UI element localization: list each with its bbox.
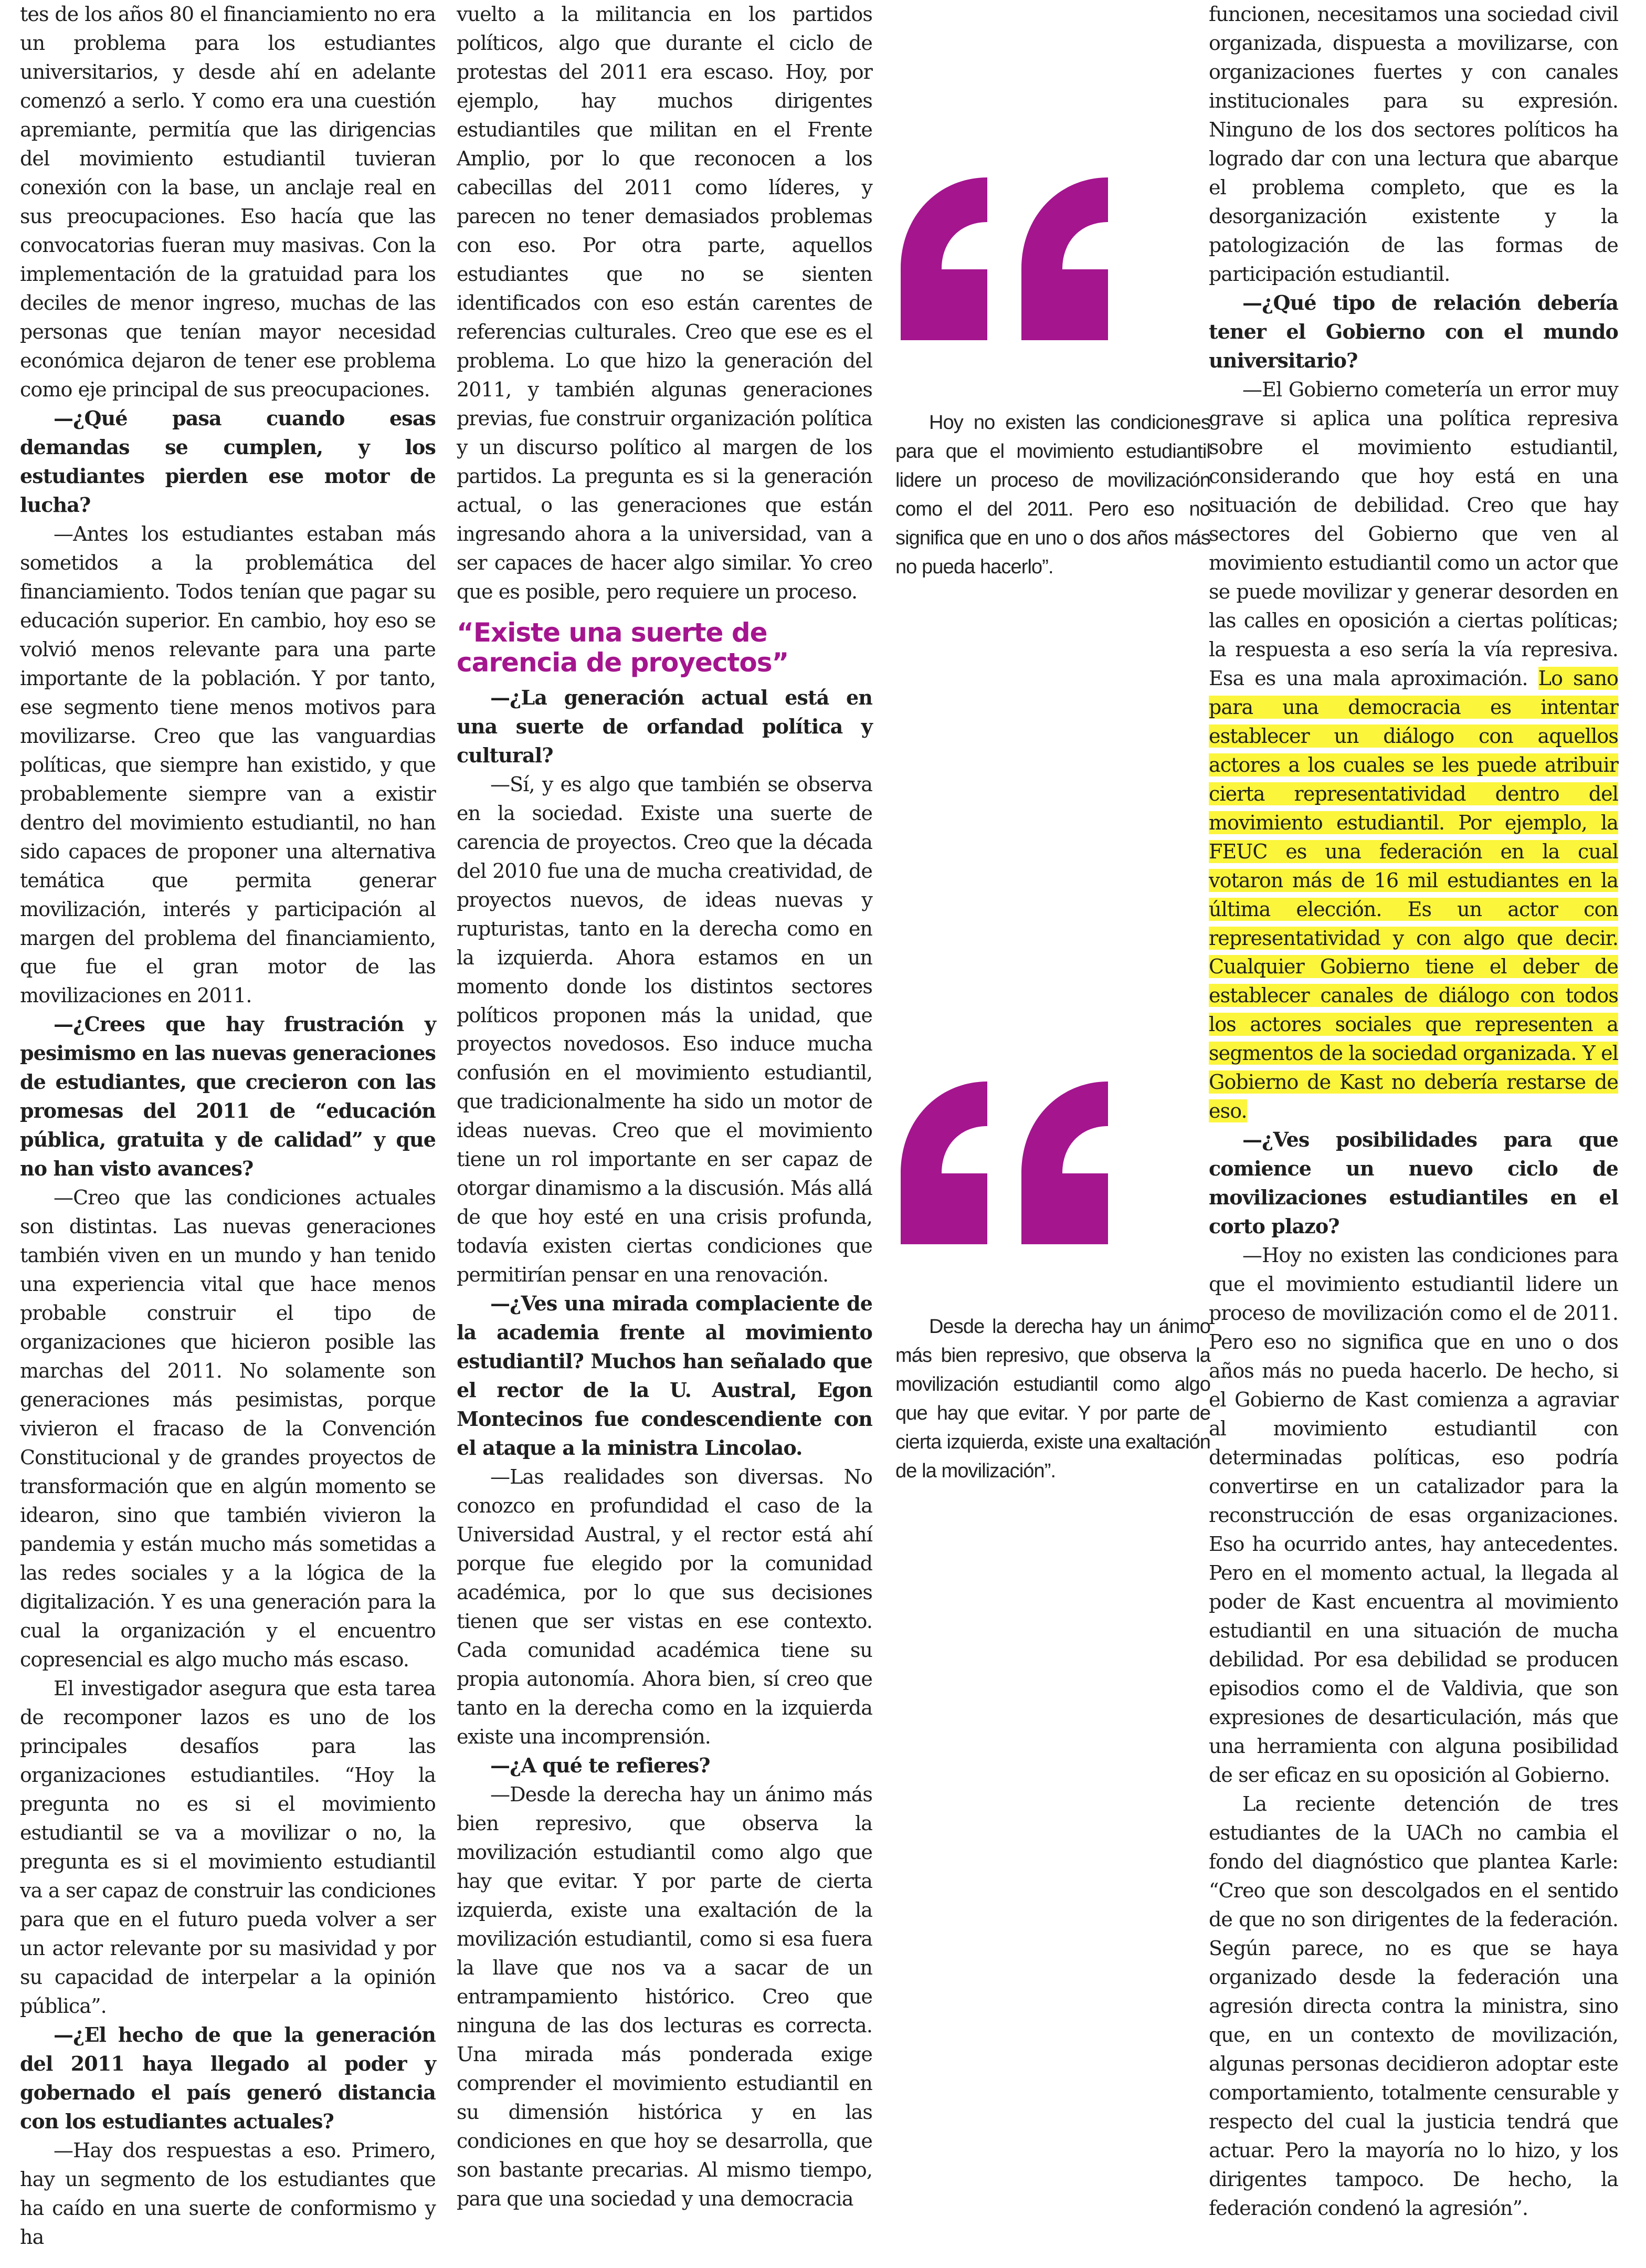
interview-question: —¿Ves posibilidades para que comience un nuevo ciclo de movilizaciones estudiantiles en el corto plazo? xyxy=(1209,1128,1618,1238)
article-column-4 xyxy=(1209,0,1618,2223)
body-paragraph: El investigador asegura que esta tarea de recomponer lazos es uno de los principales desafíos para las organizaciones estudiantiles. “Hoy la pregunta no es si el movimiento estudiantil se va a movilizar o no, la pregunta es si el movimiento estudiantil va a ser capaz de construir las condiciones para que en el futuro pueda volver a ser un actor relevante por su masividad y por su capacidad de interpelar a la opinión pública”. xyxy=(20,1677,436,2018)
pull-quote: Hoy no existen las condiciones para que el movimiento estudiantil lidere un proceso de movilización como el del 2011. Pero eso no significa que en uno o dos años más no pueda hacerlo”. xyxy=(895,412,1210,578)
body-paragraph: funcionen, necesitamos una sociedad civil organizada, dispuesta a movilizarse, con organizaciones fuertes y con canales institucionales para su expresión. Ninguno de los dos sectores políticos ha logrado dar con una lectura que abarque el problema completo, que es la desorganización existente y la patologización de las formas de participación estudiantil. xyxy=(1209,3,1618,286)
section-subheading: “Existe una suerte de carencia de proyectos” xyxy=(457,617,789,678)
body-text: —El Gobierno cometería un error muy grave si aplica una política represiva sobre el movimiento estudiantil, considerando que hoy está en una situación de debilidad. Creo que hay sectores del Gobierno que ven al movimiento estudiantil como un actor que se puede movilizar y generar desorden en las calles en oposición a ciertas políticas; la respuesta a eso sería la vía represiva. Esa es una mala aproximación. xyxy=(1209,377,1618,690)
interview-question: —¿El hecho de que la generación del 2011 haya llegado al poder y gobernado el país generó distancia con los estudiantes actuales? xyxy=(20,2022,436,2133)
highlighted-passage: Lo sano para una democracia es intentar establecer un diálogo con aquellos actores a los cuales se les puede atribuir cierta representatividad dentro del movimiento estudiantil. Por ejemplo, la FEUC es una federación en la cual votaron más de 16 mil estudiantes en la última elección. Es un actor con representatividad y con algo que decir. Cualquier Gobierno tiene el deber de establecer canales de diálogo con todos los actores sociales que representen a segmentos de la sociedad organizada. Y el Gobierno de Kast no debería restarse de eso. xyxy=(1209,666,1618,1123)
body-paragraph: vuelto a la militancia en los partidos políticos, algo que durante el ciclo de protestas del 2011 era escaso. Hoy, por ejemplo, hay muchos dirigentes estudiantiles que militan en el Frente Amplio, por lo que reconocen a los cabecillas del 2011 como líderes, y parecen no tener demasiados problemas con eso. Por otra parte, aquellos estudiantes que no se sienten identificados con eso están carentes de referencias culturales. Creo que ese es el problema. Lo que hizo la generación del 2011, y también algunas generaciones previas, fue construir organización política y un discurso político al margen de los partidos. La pregunta es si la generación actual, o las generaciones que están ingresando ahora a la universidad, van a ser capaces de hacer algo similar. Yo creo que es posible, pero requiere un proceso. xyxy=(457,3,872,603)
article-column-2 xyxy=(457,0,872,2213)
article-column-1 xyxy=(20,0,436,2252)
body-paragraph: —Creo que las condiciones actuales son distintas. Las nuevas generaciones también viven en un mundo y han tenido una experiencia vital que hace menos probable construir el tipo de organizaciones que hicieron posible las marchas del 2011. No solamente son generaciones más pesimistas, porque vivieron el fracaso de la Convención Constitucional y de grandes proyectos de transformación que en algún momento se idearon, sino que también vivieron la pandemia y están mucho más sometidas a las redes sociales y a la lógica de la digitalización. Y es una generación para la cual la organización y el encuentro copresencial es algo mucho más escaso. xyxy=(20,1186,436,1672)
body-paragraph: —Las realidades son diversas. No conozco en profundidad el caso de la Universidad Austral, y el rector está ahí porque fue elegido por la comunidad académica, por lo que sus decisiones tienen que ser vistas en ese contexto. Cada comunidad académica tiene su propia autonomía. Ahora bien, sí creo que tanto en la derecha como en la izquierda existe una incomprensión. xyxy=(457,1465,872,1749)
pull-quote: Desde la derecha hay un ánimo más bien represivo, que observa la movilización estudiantil como algo que hay que evitar. Y por parte de cierta izquierda, existe una exaltación de la movilización”. xyxy=(895,1316,1210,1482)
interview-question: —¿Crees que hay frustración y pesimismo en las nuevas generaciones de estudiantes, que crecieron con las promesas del 2011 de “educación pública, gratuita y de calidad” y que no han visto avances? xyxy=(20,1012,436,1181)
body-paragraph: —Antes los estudiantes estaban más sometidos a la problemática del financiamiento. Todos tenían que pagar su educación superior. En cambio, hoy eso se volvió menos relevante para una parte importante de la población. Y por tanto, ese segmento tiene menos motivos para movilizarse. Creo que las vanguardias políticas, que siempre han existido, y que probablemente siempre van a existir dentro del movimiento estudiantil, no han sido capaces de proponer una alternativa temática que permita generar movilización, interés y participación al margen del problema del financiamiento, que fue el gran motor de las movilizaciones en 2011. xyxy=(20,522,436,1007)
body-paragraph xyxy=(1209,375,1618,1126)
body-paragraph: La reciente detención de tres estudiantes de la UACh no cambia el fondo del diagnóstico que plantea Karle: “Creo que son descolgados en el sentido de que no son dirigentes de la federación. Según parece, no es que se haya organizado desde la federación una agresión directa contra la ministra, sino que, en un contexto de movilización, algunas personas decidieron adoptar este comportamiento, totalmente censurable y respecto del cual la justicia tendrá que actuar. Pero la mayoría no lo hizo, y los dirigentes tampoco. De hecho, la federación condenó la agresión”. xyxy=(1209,1792,1618,2220)
body-paragraph: —Desde la derecha hay un ánimo más bien represivo, que observa la movilización estudiantil como algo que hay que evitar. Y por parte de cierta izquierda, existe una exaltación de la movilización estudiantil, como si esa fuera la llave que nos va a sacar de un entrampamiento histórico. Creo que ninguna de las dos lecturas es correcta. Una mirada más ponderada exige comprender el movimiento estudiantil en su dimensión histórica y en las condiciones en que hoy se desarrolla, que son bastante precarias. Al mismo tiempo, para que una sociedad y una democracia xyxy=(457,1783,872,2210)
open-quote-icon xyxy=(895,177,1116,340)
open-quote-icon xyxy=(895,1082,1116,1244)
body-paragraph: tes de los años 80 el financiamiento no era un problema para los estudiantes universitarios, y desde ahí en adelante comenzó a serlo. Y como era una cuestión apremiante, permitía que las dirigencias del movimiento estudiantil tuvieran conexión con la base, un anclaje real en sus preocupaciones. Eso hacía que las convocatorias fueran muy masivas. Con la implementación de la gratuidad para los deciles de menor ingreso, muchas de las personas que tenían mayor necesidad económica dejaron de tener ese problema como eje principal de sus preocupaciones. xyxy=(20,3,436,401)
body-paragraph: —Hay dos respuestas a eso. Primero, hay un segmento de los estudiantes que ha caído en una suerte de conformismo y ha xyxy=(20,2138,436,2249)
interview-question: —¿Qué tipo de relación debería tener el Gobierno con el mundo universitario? xyxy=(1209,290,1618,372)
interview-question: —¿A qué te refieres? xyxy=(490,1754,710,1778)
body-paragraph: —Hoy no existen las condiciones para que el movimiento estudiantil lidere un proceso de movilización como el de 2011. Pero eso no significa que en uno o dos años más no pueda hacerlo. De hecho, si el Gobierno de Kast comienza a agraviar al movimiento estudiantil con determinadas políticas, eso podría convertirse en un catalizador para la reconstrucción de esas organizaciones. Eso ha ocurrido antes, hay antecedentes. Pero en el momento actual, la llegada al poder de Kast encuentra al movimiento estudiantil en una situación de mucha debilidad. Por esa debilidad se producen episodios como el de Valdivia, que son expresiones de desarticulación, más que una herramienta con alguna posibilidad de ser eficaz en su oposición al Gobierno. xyxy=(1209,1244,1618,1787)
body-paragraph: —Sí, y es algo que también se observa en la sociedad. Existe una suerte de carencia de proyectos. Creo que la década del 2010 fue una de mucha creatividad, de proyectos nuevos, de ideas nuevas y rupturistas, tanto en la derecha como en la izquierda. Ahora estamos en un momento donde los distintos sectores políticos proponen más la unidad, que proyectos novedosos. Eso induce mucha confusión en el movimiento estudiantil, que tradicionalmente ha sido un motor de ideas nuevas. Creo que el movimiento tiene un rol importante en ser capaz de otorgar dinamismo a la discusión. Más allá de que hoy esté en una crisis profunda, todavía existen ciertas condiciones que permitirían pensar en una renovación. xyxy=(457,772,872,1287)
interview-question: —¿Qué pasa cuando esas demandas se cumplen, y los estudiantes pierden ese motor de lucha? xyxy=(20,406,436,517)
interview-question: —¿La generación actual está en una suerte de orfandad política y cultural? xyxy=(457,685,872,767)
interview-question: —¿Ves una mirada complaciente de la academia frente al movimiento estudiantil? Muchos han señalado que el rector de la U. Austral, Egon Montecinos fue condescendiente con el ataque a la ministra Lincolao. xyxy=(457,1292,872,1460)
